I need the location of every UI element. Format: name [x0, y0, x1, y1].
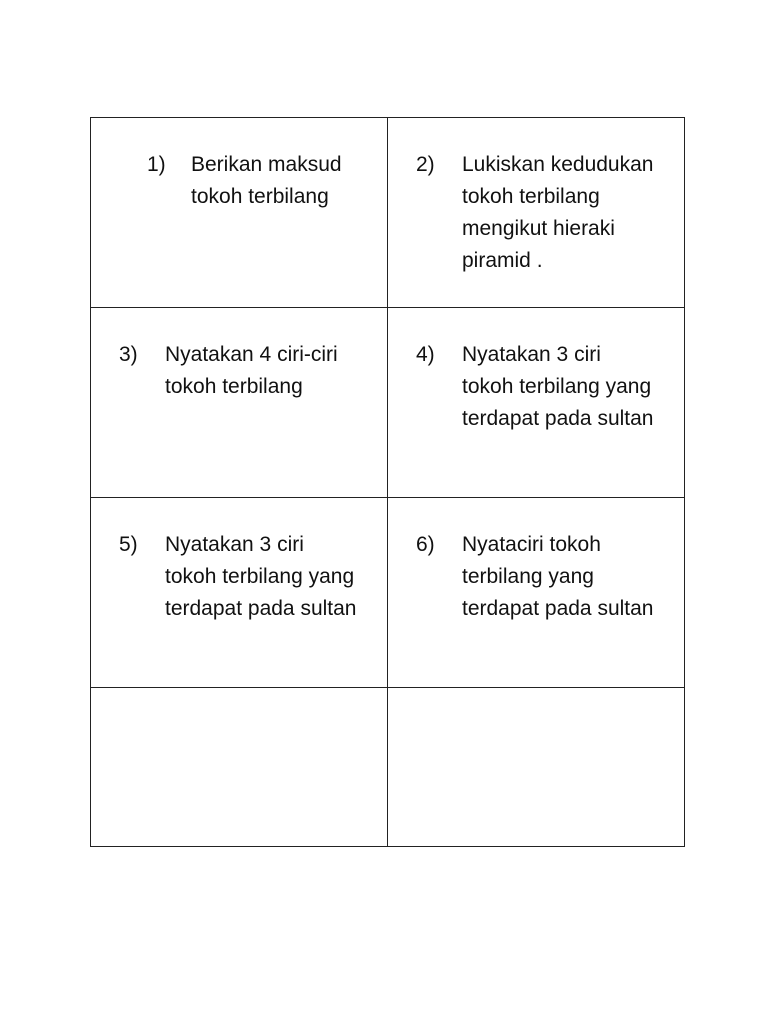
question-text: Lukiskan kedudukan tokoh terbilang mengikut hieraki piramid .: [462, 153, 654, 272]
question-text: Nyatakan 3 ciri tokoh terbilang yang terdapat pada sultan: [462, 343, 654, 430]
question-number: 6): [416, 533, 435, 556]
empty-cell-7: [91, 688, 388, 846]
question-cell-2: [388, 118, 685, 308]
question-4: [416, 339, 653, 435]
question-cell-4: [388, 308, 685, 498]
question-cell-6: [388, 498, 685, 688]
question-text: Nyataciri tokoh terbilang yang terdapat pada sultan: [462, 533, 654, 620]
question-6: [416, 529, 653, 625]
empty-cell-8: [388, 688, 685, 846]
question-cell-1: [91, 118, 388, 308]
question-3: [119, 339, 338, 403]
question-number: 1): [147, 153, 166, 176]
question-text: Nyatakan 3 ciri tokoh terbilang yang terdapat pada sultan: [165, 533, 357, 620]
question-number: 2): [416, 153, 435, 176]
question-table: [90, 117, 685, 847]
question-2: [416, 149, 653, 277]
question-text: Berikan maksud tokoh terbilang: [191, 153, 342, 208]
question-5: [119, 529, 356, 625]
question-cell-3: [91, 308, 388, 498]
question-number: 5): [119, 533, 138, 556]
question-cell-5: [91, 498, 388, 688]
question-number: 3): [119, 343, 138, 366]
question-1: [147, 149, 342, 213]
question-number: 4): [416, 343, 435, 366]
question-text: Nyatakan 4 ciri-ciri tokoh terbilang: [165, 343, 338, 398]
